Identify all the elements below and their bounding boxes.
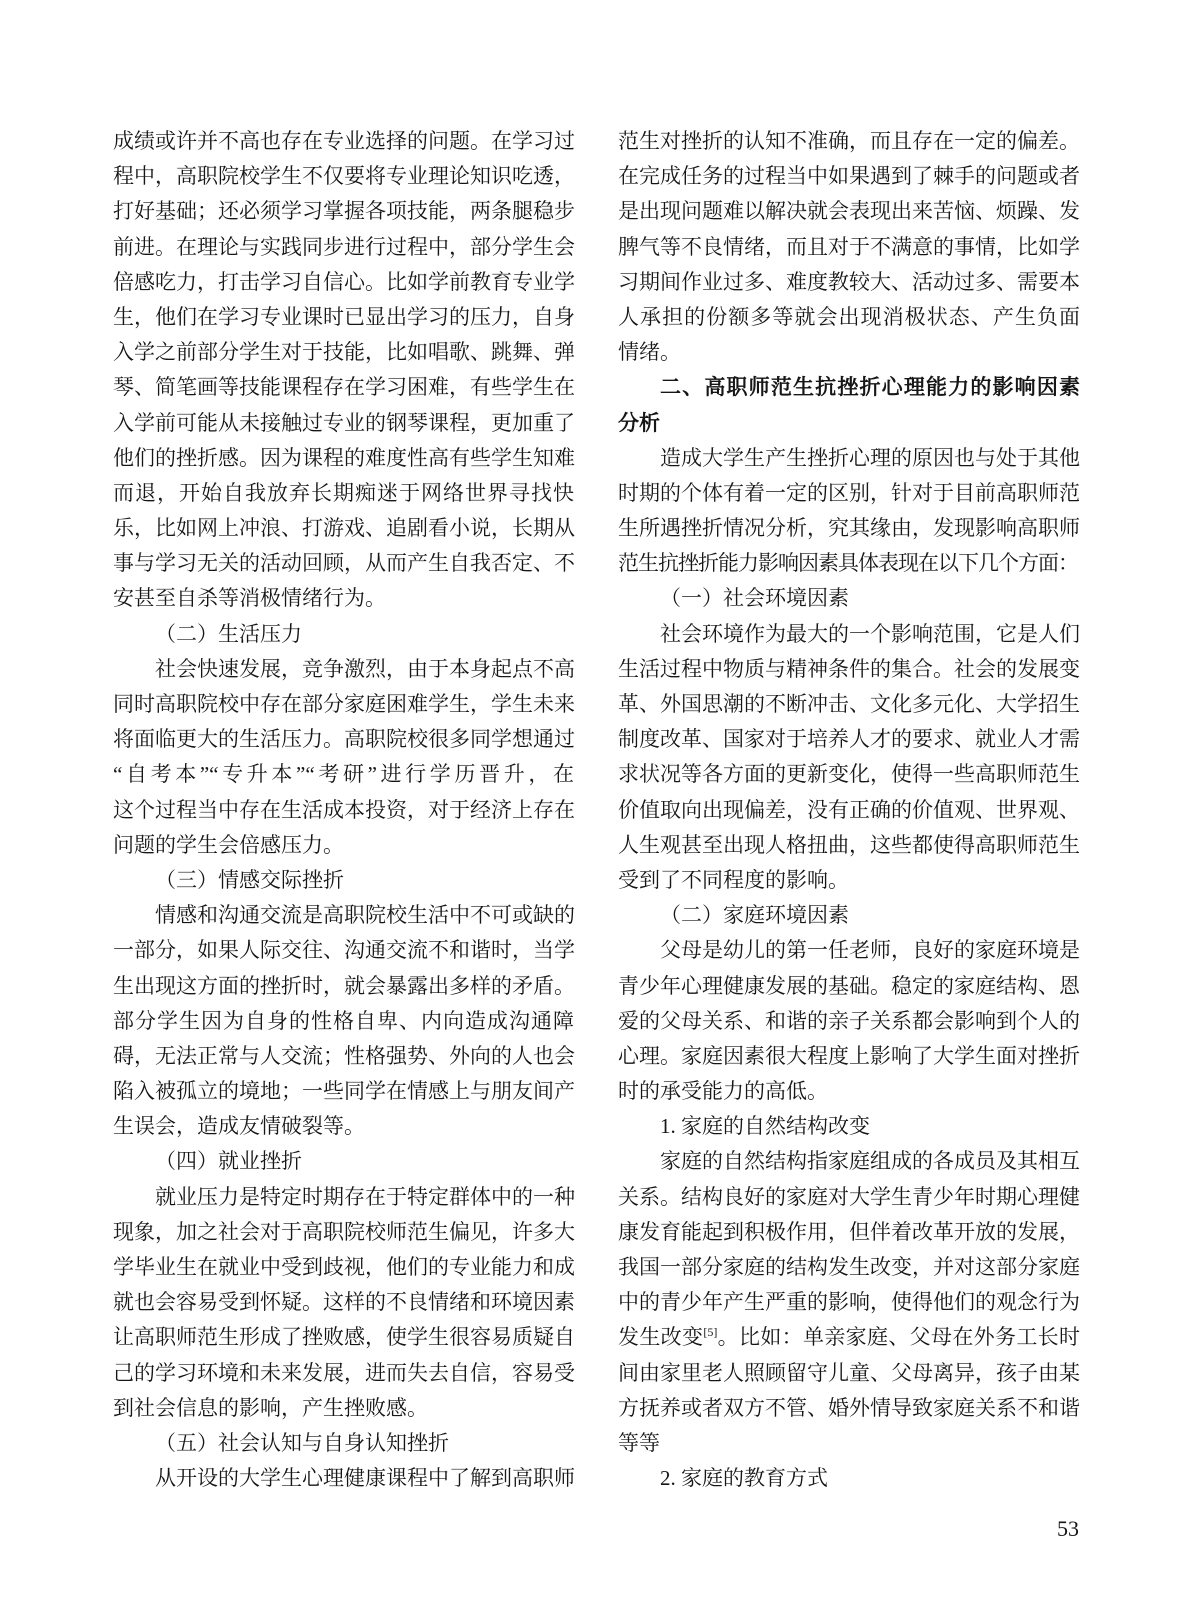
text-line: 发生改变[5]。比如：单亲家庭、父母在外务工长时 — [618, 1325, 1081, 1350]
text-line: 从开设的大学生心理健康课程中了解到高职师 — [155, 1466, 575, 1491]
text-line: 家庭的自然结构指家庭组成的各成员及其相互 — [660, 1149, 1080, 1174]
text-line: 在完成任务的过程当中如果遇到了棘手的问题或者 — [618, 164, 1080, 189]
text-line: 生，他们在学习专业课时已显出学习的压力，自身 — [113, 304, 575, 329]
text-line: 造成大学生产生挫折心理的原因也与处于其他 — [660, 445, 1080, 470]
text-line: 人承担的份额多等就会出现消极状态、产生负面 — [618, 304, 1080, 329]
text-line: 将面临更大的生活压力。高职院校很多同学想通过 — [113, 727, 575, 752]
text-line: 现象，加之社会对于高职院校师范生偏见，许多大 — [113, 1219, 575, 1244]
subsection-heading: （二）家庭环境因素 — [660, 903, 849, 928]
subsection-heading: （二）生活压力 — [155, 621, 302, 646]
section-heading: 分析 — [618, 411, 660, 435]
text-line: 脾气等不良情绪，而且对于不满意的事情，比如学 — [618, 234, 1080, 259]
text-line: 社会快速发展，竞争激烈，由于本身起点不高 — [155, 656, 575, 681]
text-line: 问题的学生会倍感压力。 — [113, 832, 344, 857]
page-number: 53 — [1057, 1516, 1079, 1541]
text-line: 事与学习无关的活动回顾，从而产生自我否定、不 — [113, 551, 575, 576]
left-text-column — [113, 124, 574, 1496]
text-line: 部分学生因为自身的性格自卑、内向造成沟通障 — [113, 1008, 574, 1033]
text-line: 情绪。 — [618, 340, 681, 365]
text-line: 制度改革、国家对于培养人才的要求、就业人才需 — [618, 727, 1080, 752]
text-line: 生所遇挫折情况分析，究其缘由，发现影响高职师 — [618, 516, 1080, 541]
text-line: 倍感吃力，打击学习自信心。比如学前教育专业学 — [113, 269, 575, 294]
text-line: 关系。结构良好的家庭对大学生青少年时期心理健 — [618, 1184, 1080, 1209]
text-line: 程中，高职院校学生不仅要将专业理论知识吃透， — [113, 164, 575, 189]
text-line: 到社会信息的影响，产生挫败感。 — [113, 1395, 428, 1420]
text-line: 而退，开始自我放弃长期痴迷于网络世界寻找快 — [113, 480, 574, 505]
text-line: 这个过程当中存在生活成本投资，对于经济上存在 — [113, 797, 575, 822]
text-line: 陷入被孤立的境地；一些同学在情感上与朋友间产 — [113, 1079, 575, 1104]
text-line: 同时高职院校中存在部分家庭困难学生，学生未来 — [113, 692, 575, 716]
text-line: 方抚养或者双方不管、婚外情导致家庭关系不和谐 — [618, 1395, 1080, 1420]
subsection-heading: （三）情感交际挫折 — [155, 867, 344, 892]
text-line: 一部分，如果人际交往、沟通交流不和谐时，当学 — [113, 938, 575, 963]
text-line: 就也会容易受到怀疑。这样的不良情绪和环境因素 — [113, 1290, 575, 1315]
text-line: 社会环境作为最大的一个影响范围，它是人们 — [660, 621, 1080, 646]
text-line: 是出现问题难以解决就会表现出来苦恼、烦躁、发 — [618, 199, 1080, 224]
text-line: 打好基础；还必须学习掌握各项技能，两条腿稳步 — [113, 199, 575, 224]
text-line: 革、外国思潮的不断冲击、文化多元化、大学招生 — [618, 692, 1080, 716]
text-line: 我国一部分家庭的结构发生改变，并对这部分家庭 — [618, 1255, 1080, 1279]
text-line: 安甚至自杀等消极情绪行为。 — [113, 586, 386, 611]
text-line: 前进。在理论与实践同步进行过程中，部分学生会 — [113, 234, 575, 259]
text-line: 范生抗挫折能力影响因素具体表现在以下几个方面： — [618, 551, 1078, 576]
text-line: 成绩或许并不高也存在专业选择的问题。在学习过 — [113, 129, 575, 153]
numbered-subheading: 2. 家庭的教育方式 — [660, 1466, 828, 1491]
text-line: 青少年心理健康发展的基础。稳定的家庭结构、恩 — [618, 973, 1080, 998]
text-line: 就业压力是特定时期存在于特定群体中的一种 — [155, 1184, 575, 1209]
text-line: 爱的父母关系、和谐的亲子关系都会影响到个人的 — [618, 1008, 1080, 1033]
text-line: 父母是幼儿的第一任老师，良好的家庭环境是 — [660, 938, 1080, 963]
text-line: 己的学习环境和未来发展，进而失去自信，容易受 — [113, 1360, 575, 1385]
text-line: 学毕业生在就业中受到歧视，他们的专业能力和成 — [113, 1255, 575, 1279]
text-line: 入学之前部分学生对于技能，比如唱歌、跳舞、弹 — [113, 340, 575, 365]
text-line: 心理。家庭因素很大程度上影响了大学生面对挫折 — [618, 1043, 1080, 1068]
text-line: 人生观甚至出现人格扭曲，这些都使得高职师范生 — [618, 832, 1080, 857]
text-line: 入学前可能从未接触过专业的钢琴课程，更加重了 — [113, 410, 575, 435]
text-line: 碍，无法正常与人交流；性格强势、外向的人也会 — [113, 1043, 575, 1068]
text-line: 乐，比如网上冲浪、打游戏、追剧看小说，长期从 — [113, 516, 575, 541]
text-line: 受到了不同程度的影响。 — [618, 867, 849, 892]
text-line: 等等 — [618, 1430, 660, 1455]
subsection-heading: （五）社会认知与自身认知挫折 — [155, 1430, 449, 1455]
text-line: 情感和沟通交流是高职院校生活中不可或缺的 — [155, 903, 575, 928]
text-line: 中的青少年产生严重的影响，使得他们的观念行为 — [618, 1290, 1080, 1315]
text-line: 康发育能起到积极作用，但伴着改革开放的发展， — [618, 1219, 1080, 1244]
citation-superscript: [5] — [703, 1325, 718, 1340]
text-line: 价值取向出现偏差，没有正确的价值观、世界观、 — [618, 797, 1080, 822]
text-line: 时期的个体有着一定的区别，针对于目前高职师范 — [618, 480, 1080, 505]
text-line: 琴、简笔画等技能课程存在学习困难，有些学生在 — [113, 375, 575, 400]
text-line: 生活过程中物质与精神条件的集合。社会的发展变 — [618, 656, 1080, 681]
section-heading: 二、高职师范生抗挫折心理能力的影响因素 — [660, 376, 1080, 400]
text-line: 时的承受能力的高低。 — [618, 1079, 828, 1104]
right-text-column — [618, 124, 1080, 1496]
text-line: 让高职师范生形成了挫败感，使学生很容易质疑自 — [113, 1325, 575, 1350]
text-line: 范生对挫折的认知不准确，而且存在一定的偏差。 — [618, 129, 1080, 153]
text-line: 他们的挫折感。因为课程的难度性高有些学生知难 — [113, 445, 575, 470]
subsection-heading: （一）社会环境因素 — [660, 586, 849, 611]
numbered-subheading: 1. 家庭的自然结构改变 — [660, 1114, 870, 1139]
text-line: 生误会，造成友情破裂等。 — [113, 1114, 365, 1139]
text-line: 求状况等各方面的更新变化，使得一些高职师范生 — [618, 762, 1080, 787]
text-line: 生出现这方面的挫折时，就会暴露出多样的矛盾。 — [113, 973, 575, 998]
text-line: 习期间作业过多、难度教较大、活动过多、需要本 — [618, 269, 1080, 294]
text-line: 间由家里老人照顾留守儿童、父母离异，孩子由某 — [618, 1360, 1080, 1385]
subsection-heading: （四）就业挫折 — [155, 1149, 302, 1174]
text-line: “自考本”“专升本”“考研”进行学历晋升，在 — [113, 762, 574, 787]
